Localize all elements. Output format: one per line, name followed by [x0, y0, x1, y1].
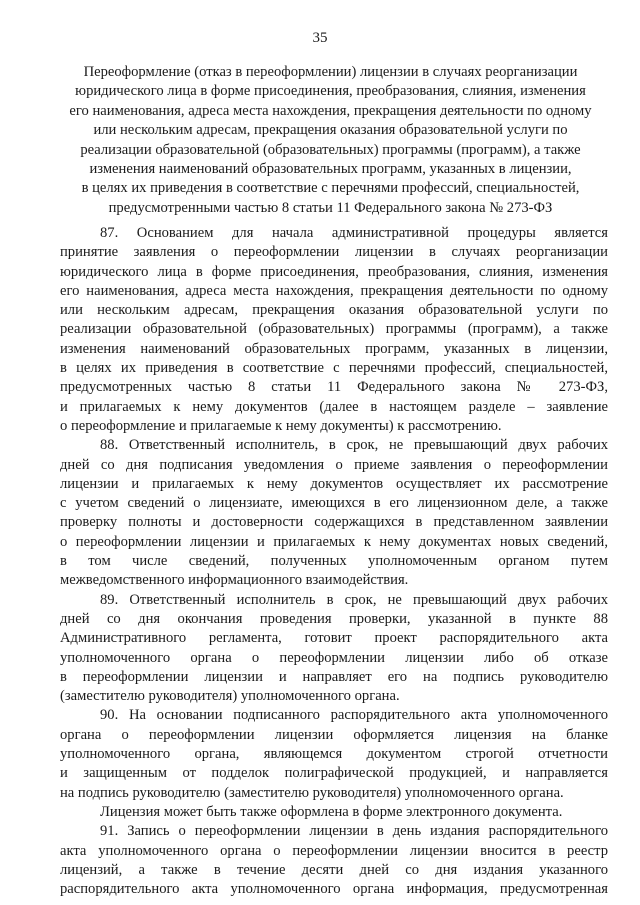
paragraph-line: юридического лица в форме присоединения, преобразования, слияния, изменения — [60, 263, 608, 280]
paragraph-line: или нескольким адресам, прекращения оказания образовательной услуги по — [60, 302, 608, 319]
paragraph — [60, 591, 608, 707]
paragraph-line: дней со дня окончания проведения проверки, указанной в пункте 88 — [60, 610, 608, 627]
paragraph-line: лицензий, а также в течение десяти дней со дня издания указанного — [60, 861, 608, 878]
paragraph-line: 91. Запись о переоформлении лицензии в день издания распорядительного — [100, 823, 608, 840]
paragraph-line: уполномоченного органа, являющемся документом строгой отчетности — [60, 746, 608, 763]
paragraph-line: уполномоченного органа о переоформлении лицензии либо об отказе — [60, 649, 608, 666]
paragraph-line: предусмотренных частью 8 статьи 11 Федерального закона № 273-ФЗ, — [60, 379, 608, 396]
paragraph-line: распорядительного акта уполномоченного органа информация, предусмотренная — [60, 881, 608, 898]
paragraph-line: лицензии и прилагаемых к нему документов осуществляет их рассмотрение — [60, 475, 608, 492]
paragraph-line: его наименования, адреса места нахождения, прекращения деятельности по одному — [60, 282, 608, 299]
paragraph-line: Административного регламента, готовит проект распорядительного акта — [60, 630, 608, 647]
paragraph — [60, 803, 608, 822]
heading-line: изменения наименований образовательных программ, указанных в лицензии, — [89, 161, 572, 178]
paragraph-line: (заместителю руководителя) уполномоченного органа. — [60, 688, 400, 705]
heading-line: в целях их приведения в соответствие с перечнями профессий, специальностей, — [81, 180, 580, 197]
paragraph-line: акта уполномоченного органа о переоформлении лицензии вносится в реестр — [60, 842, 608, 859]
page-number: 35 — [312, 30, 328, 46]
paragraph-line: органа о переоформлении лицензии оформляется лицензия на бланке — [60, 726, 608, 743]
heading-line: или нескольким адресам, прекращения оказания образовательной услуги по — [93, 122, 568, 139]
paragraph-line: межведомственного информационного взаимодействия. — [60, 572, 409, 589]
body-text — [60, 224, 608, 899]
paragraph — [60, 224, 608, 436]
paragraph-line: с учетом сведений о лицензиате, имеющихся в его лицензионном деле, а также — [60, 495, 608, 512]
paragraph-line: в переоформлении лицензии и направляет его на подпись руководителю — [60, 668, 608, 685]
paragraph-line: 89. Ответственный исполнитель в срок, не превышающий двух рабочих — [100, 591, 608, 608]
paragraph-line: Лицензия может быть также оформлена в форме электронного документа. — [100, 803, 563, 820]
paragraph-line: 87. Основанием для начала административной процедуры является — [100, 225, 608, 241]
paragraph-line: и защищенным от подделок полиграфической продукцией, и направляется — [60, 765, 608, 782]
section-heading — [58, 63, 603, 218]
heading-line: его наименования, адреса места нахождения, прекращения деятельности по одному — [69, 102, 592, 119]
paragraph-line: и прилагаемых к нему документов (далее в настоящем разделе – заявление — [60, 398, 608, 415]
paragraph — [60, 706, 608, 802]
paragraph-line: 90. На основании подписанного распорядительного акта уполномоченного — [100, 707, 608, 724]
heading-line: юридического лица в форме присоединения, преобразования, слияния, изменения — [75, 83, 586, 100]
heading-line: реализации образовательной (образовательных) программы (программ), а также — [80, 141, 581, 158]
paragraph-line: 88. Ответственный исполнитель, в срок, не превышающий двух рабочих — [100, 437, 608, 454]
paragraph — [60, 436, 608, 590]
paragraph-line: о переоформление и прилагаемые к нему документы) к рассмотрению. — [60, 417, 502, 434]
paragraph-line: изменения наименований образовательных программ, указанных в лицензии, — [60, 340, 608, 357]
paragraph-line: принятие заявления о переоформлении лицензии в случаях реорганизации — [60, 244, 608, 261]
paragraph-line: в целях их приведения в соответствие с перечнями профессий, специальностей, — [60, 360, 608, 377]
paragraph-line: о переоформлении лицензии и прилагаемых к нему документах новых сведений, — [60, 533, 608, 550]
paragraph-line: на подпись руководителю (заместителю руководителя) уполномоченного органа. — [60, 784, 564, 801]
heading-line: Переоформление (отказ в переоформлении) лицензии в случаях реорганизации — [83, 64, 578, 80]
paragraph-line: проверку полноты и достоверности содержащихся в представленном заявлении — [60, 514, 608, 531]
paragraph-line: реализации образовательной (образовательных) программы (программ), а также — [60, 321, 608, 338]
heading-line: предусмотренными частью 8 статьи 11 Федерального закона № 273-ФЗ — [108, 199, 553, 216]
paragraph-line: в том числе сведений, полученных уполномоченным органом путем — [60, 553, 608, 570]
paragraph — [60, 822, 608, 899]
paragraph-line: дней со дня подписания уведомления о приеме заявления о переоформлении — [60, 456, 608, 473]
